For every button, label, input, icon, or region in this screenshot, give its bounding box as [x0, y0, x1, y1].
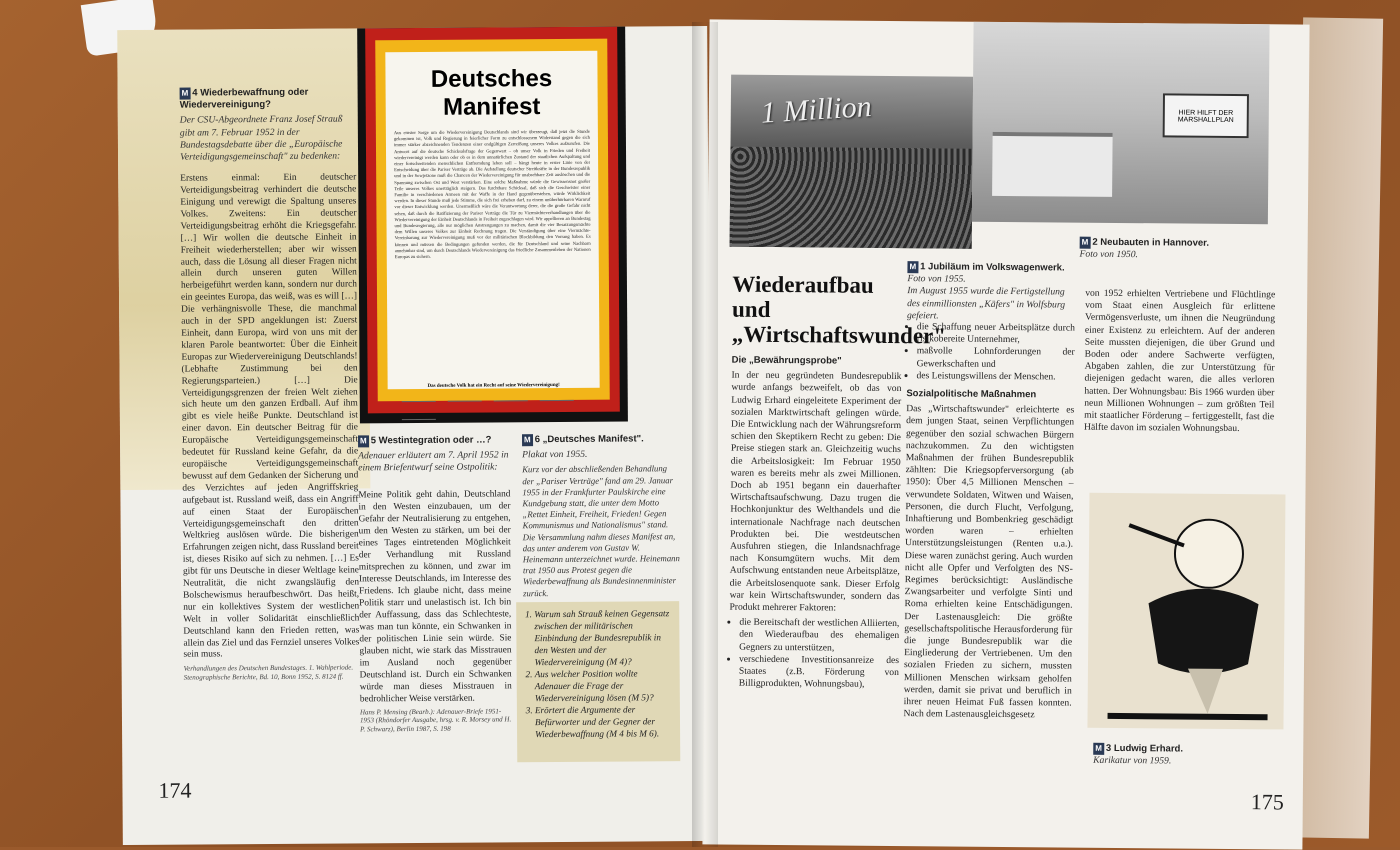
- text-column-3: von 1952 erhielten Vertriebene und Flüchtlinge vom Staat einen Ausgleich für erlittene Vermögensverluste, um ihnen die Neugründung einer Existenz zu erleichtern. Auf der anderen Seite mussten diejenigen, die über Grund und Boden oder andere Sachwerte verfügten, Abgaben zahlen, die zur Unterstützung für diejenigen gedacht waren, die alles verloren hatten. Der Wohnungsbau: Bis 1966 wurden über neun Millionen Wohnungen – zum größten Teil mit staatlicher Förderung – fertiggestellt, fast die Hälfte davon im sozialen Wohnungsbau.: [1084, 287, 1276, 435]
- m3-title: 3 Ludwig Erhard.: [1105, 742, 1184, 755]
- m3-subtitle: Karikatur von 1959.: [1093, 754, 1172, 767]
- m1-subtitle: Foto von 1955.: [907, 273, 966, 285]
- m4-intro: Der CSU-Abgeordnete Franz Josef Strauß gibt am 7. Februar 1952 in der Bundestagsdebatte über die „Europäische Verteidigungsgemeinschaft" zu bedenken:: [179, 113, 343, 163]
- m4-title: 4 Wiederbewaffnung oder Wiedervereinigung?: [179, 86, 309, 111]
- text-column-1: [729, 355, 902, 692]
- erhard-cartoon: [1087, 493, 1285, 730]
- m6-block: [522, 433, 681, 602]
- m2-title: 2 Neubauten in Hannover.: [1092, 236, 1210, 249]
- poster-signatures: [396, 388, 592, 425]
- m1-body: Im August 1955 wurde die Fertigstellung des einmillionsten „Käfers" in Wolfsburg gefeiert.: [906, 285, 1066, 322]
- page-number-right: 175: [1250, 789, 1284, 815]
- m4-block: [180, 86, 360, 685]
- m6-badge: M: [522, 434, 533, 446]
- text-column-2: [903, 321, 1075, 725]
- erhard-caricature-icon: [1087, 493, 1285, 730]
- m5-intro: Adenauer erläutert am 7. April 1952 in einem Briefentwurf seine Ostpolitik:: [358, 449, 509, 474]
- million-sign: 1 Million: [759, 89, 873, 130]
- task-3: 3. Erörtert die Argumente der Befürworter und der Gegner der Wiederbewaffnung (M 4 bis M 6).: [535, 703, 674, 740]
- col1-subheading: Die „Bewährungsprobe": [731, 354, 842, 367]
- col1-bullet-1: • die Bereitschaft der westlichen Alliierten, den Wiederaufbau des ehemaligen Gegners zu unterstützen,: [739, 617, 899, 655]
- task-1: 1. Warum sah Strauß keinen Gegensatz zwischen der militärischen Einbindung der Bundesrepublik in den Westen und der Wiedervereinigung (M 4)?: [534, 607, 673, 668]
- right-page: [702, 19, 1309, 849]
- poster-title: Deutsches Manifest: [430, 65, 553, 121]
- task-box: [516, 601, 680, 762]
- col2-bullet-3: • des Leistungswillens der Menschen.: [916, 370, 1074, 384]
- chapter-heading: Wiederaufbau und „Wirtschaftswunder": [731, 271, 947, 349]
- poster-text: Aus ernster Sorge um die Wiedervereinigung Deutschlands sind wir überzeugt, daß jetzt die Stunde gekommen ist, Volk und Regierung in feierlicher Form zu entschlossenem Widerstand gegen die sich immer stärker abzeichnenden Tendenzen einer endgültigen Zerreißung unseres Volkes aufzurufen. Die Antwort auf die deutsche Schicksalsfrage der Gegenwart – ob unser Volk in Frieden und Freiheit wiedervereinigt werden kann oder ob es in dem unnatürlichen Zustand der staatlichen Aufspaltung und einer fortschreitenden menschlichen Entfremdung leben soll – hängt heute in erster Linie von der Entscheidung über die Pariser Verträge ab. Die Aufstellung deutscher Streitkräfte in der Bundesrepublik und in der Sowjetzone muß die Chancen der Wiedervereinigung für unabsehbare Zeit auslöschen und die Spannung zwischen Ost und West verstärken. Eine solche Maßnahme würde die Gewissensnot großer Teile unseres Volkes unerträglich steigern. Das furchtbare Schicksal, daß sich die Geschwister einer Familie in verschiedenen Armeen mit der Waffe in der Hand gegenüberstehen, würde Wirklichkeit werden. In dieser Stunde muß jede Stimme, die sich frei erheben darf, zu einem unüberhörbaren Warnruf vor dieser Entwicklung werden. Unermeßlich wäre die Verantwortung derer, die die große Gefahr nicht sehen, daß durch die Ratifizierung der Pariser Verträge die Tür zu Viermächteverhandlungen über die Wiedervereinigung der Einheit Deutschlands in Freiheit zugeschlagen wird. Wir appellieren an Bundestag und Bundesregierung, alle nur möglichen Anstrengungen zu machen, damit die vier Besatzungsmächte dem Willen unseres Volkes zur Einheit Rechnung tragen. Die Verständigung über eine Viermächte-Vereinbarung zur Wiedervereinigung muß vor der militärischen Blockbildung den Vorrang haben. Es können und müssen die Bedingungen gefunden werden, die für Deutschland und seine Nachbarn annehmbar sind, um durch Deutschlands Wiedervereinigung das friedliche Zusammenleben der Nationen Europas zu sichern.: [393, 128, 591, 260]
- vw-million-photo: [730, 75, 973, 249]
- m5-title: 5 Westintegration oder …?: [370, 434, 492, 447]
- col2-bullet-2: • maßvolle Lohnforderungen der Gewerkschaften und: [917, 346, 1075, 372]
- m1-title: 1 Jubiläum im Volkswagenwerk.: [920, 261, 1065, 274]
- m5-source: Hans P. Mensing (Bearb.): Adenauer-Briefe 1951-1953 (Rhöndorfer Ausgabe, hrsg. v. R. Morsey und H. P. Schwarz), Berlin 1987, S. 198: [359, 707, 512, 734]
- book-gutter: [692, 22, 718, 847]
- m6-title: 6 „Deutsches Manifest".: [534, 433, 644, 446]
- task-2: 2. Aus welcher Position wollte Adenauer die Frage der Wiedervereinigung lösen (M 5)?: [535, 667, 674, 704]
- m4-badge: M: [180, 88, 191, 100]
- m5-block: [358, 434, 512, 736]
- m5-body: Meine Politik geht dahin, Deutschland in den Westen einzubauen, um der Gefahr der Neutralisierung zu entgehen, um den Westen zu stärken, um bei der eines Tages eintretenden Möglichkeit der Verhandlung mit Russland mitsprechen zu können, und zwar im Interesse Deutschlands, im Interesse des Friedens. Ich glaube nicht, dass meine Politik starr und unelastisch ist. Ich bin der Auffassung, dass das Schlechteste, was man tun könnte, ein Schwanken in der politischen Linie sein würde. Sie glauben nicht, wie stark das Misstrauen im Ausland noch gegenüber Deutschland ist. Durch ein Schwanken würde man dieses Misstrauen in bedrohlicher Weise verstärken.: [358, 488, 512, 705]
- hannover-photo: [972, 22, 1270, 225]
- col1-bullet-2: • verschiedene Investitionsanreize des Staates (z.B. Förderung von Billigprodukten, Wohnungsbau),: [739, 654, 899, 692]
- col1-body: In der neu gegründeten Bundesrepublik wurde anfangs bezweifelt, ob das von Ludwig Erhard eingeleitete Experiment der sozialen Marktwirtschaft gelingen würde. Die Entwicklung nach der Währungsreform schien den Skeptikern Recht zu geben: Die Preise stiegen stark an. Gleichzeitig wuchs die Arbeitslosigkeit: Im Februar 1950 waren es bereits mehr als zwei Millionen. Doch ab 1951 begann ein dauerhafter Wirtschaftsaufschwung. Dazu trugen die Hochkonjunktur des Welthandels und die internationale Nachfrage nach deutschen Produkten bei. Die westdeutschen Ausfuhren stiegen, die Inlandsnachfrage nach Konsumgütern wuchs. Mit dem Aufschwung entstanden neue Arbeitsplätze, die Arbeitslosenquote sank. Dieser Erfolg war kein Wirtschaftswunder, sondern das Produkt mehrerer Faktoren:: [729, 369, 902, 614]
- col2-subheading: Sozialpolitische Maßnahmen: [906, 388, 1037, 401]
- m4-source: Verhandlungen des Deutschen Bundestages. 1. Wahlperiode. Stenographische Berichte, Bd. 10, Bonn 1952, S. 8124 ff.: [183, 663, 354, 682]
- m6-body: Kurz vor der abschließenden Behandlung der „Pariser Verträge" fand am 29. Januar 1955 in der Frankfurter Paulskirche eine Kundgebung statt, die unter dem Motto „Rettet Einheit, Freiheit, Frieden! Gegen Kommunismus und Nationalismus" stand. Die Versammlung nahm dieses Manifest an, das unter anderem von Gustav W. Heinemann unterzeichnet wurde. Heinemann trat 1950 aus Protest gegen die Wiederbewaffnung als Bundesinnenminister zurück.: [522, 463, 680, 598]
- m5-badge: M: [358, 435, 369, 447]
- poster-closing: Das deutsche Volk hat ein Recht auf seine Wiedervereinigung!: [427, 382, 560, 389]
- marshallplan-board: HIER HILFT DER MARSHALLPLAN: [1163, 93, 1249, 138]
- m2-caption: M 2 Neubauten in Hannover. Foto von 1950.: [1079, 237, 1279, 266]
- page-number-left: 174: [158, 777, 192, 803]
- m2-subtitle: Foto von 1950.: [1079, 248, 1138, 261]
- col2-bullet-1: • die Schaffung neuer Arbeitsplätze durch risikobereite Unternehmer,: [917, 321, 1075, 347]
- m3-caption: M 3 Ludwig Erhard. Karikatur von 1959.: [1093, 743, 1283, 772]
- manifest-poster: [357, 26, 628, 423]
- left-page: [117, 26, 713, 845]
- m6-subtitle: Plakat von 1955.: [522, 449, 588, 461]
- m4-body: Erstens einmal: Ein deutscher Verteidigungsbeitrag verhindert die deutsche Einigung und verewigt die Spaltung unseres Volkes. Zweitens: Ein deutscher Verteidigungsbeitrag erhöht die Kriegsgefahr. […] Wir wollen die deutsche Einheit in Freiheit wiederherstellen; aber wir wissen auch, dass die Lösung all dieser Fragen nicht allein durch unseren guten Willen herbeigeführt werden kann, sondern nur durch ein geeintes Europa, das weiß, was es will […] Die verhängnisvolle These, die manchmal auch in der SPD angeklungen ist: Zuerst Einheit, dann Europa, wird von uns mit der klaren Parole beantwortet: Über die Einheit Europas zur Wiedervereinigung Deutschlands! (Lebhafte Zustimmung bei den Regierungsparteien.) […] Die Verteidigungsgrenzen der freien Welt ziehen sich heute um den ganzen Erdball. Auf ihm gibt es viele heiße Punkte. Deutschland ist einer davon. Ein deutscher Beitrag für die Europäische Verteidigungsgemeinschaft bedeutet für Russland keine Gefahr, da die europäische Verteidigungsgemeinschaft bewusst auf dem Gedanken der Sicherung und des Verzichtes auf jeden Angriffskrieg aufgebaut ist. Russland weiß, dass ein Angriff auf einen Staat der Europäischen Verteidigungsgemeinschaft den dritten Weltkrieg auslösen würde. Die bisherigen Erfahrungen zeigen nicht, dass Russland bereit ist, dieses Risiko auf sich zu nehmen. […] Es gibt für uns Deutsche in dieser Weltlage keine Neutralität, die nicht zwangsläufig den Bolschewismus heraufbeschwört. Das heißt, nur ein kollektives System der westlichen Welt in voller Solidarität einschließlich Deutschland kann den Frieden retten, was allein das Ziel und das Fernziel unseres Volkes sein muss.: [180, 172, 360, 661]
- m1-caption: M 1 Jubiläum im Volkswagenwerk. Foto von 1955. Im August 1955 wurde die Fertigstellung des einmillionsten „Käfers" in Wolfsburg gefeiert.: [907, 261, 1076, 326]
- col2-body: Das „Wirtschaftswunder" erleichterte es dem jungen Staat, seinen Verpflichtungen gegenüber den sozial schwachen Bürgern nachzukommen. Zu den wichtigsten Maßnahmen der frühen Bundesrepublik zählten: Die Kriegsopferversorgung (ab 1950): Über 4,5 Millionen Menschen – verwundete Soldaten, Witwen und Waisen, Personen, die durch Flucht, Verfolgung, Inhaftierung und Bombenkrieg geschädigt worden waren – erhielten Unterstützungsleistungen (Renten u.a.). Diese waren zunächst gering. Auch wurden nicht alle Opfer und Verfolgten des NS-Regimes berücksichtigt: Ausländische Zwangsarbeiter und verfolgte Sinti und Roma erhielten keine Entschädigungen. Der Lastenausgleich: Die größte gesellschaftspolitische Herausforderung für die junge Bundesrepublik war die Eingliederung der Vertriebenen. Um den sozialen Frieden zu sichern, mussten Millionen Menschen wirksam geholfen werden, damit sie privat und beruflich in ihrer neuen Heimat Fuß fassen konnten. Nach dem Lastenausgleichsgesetz: [903, 403, 1075, 721]
